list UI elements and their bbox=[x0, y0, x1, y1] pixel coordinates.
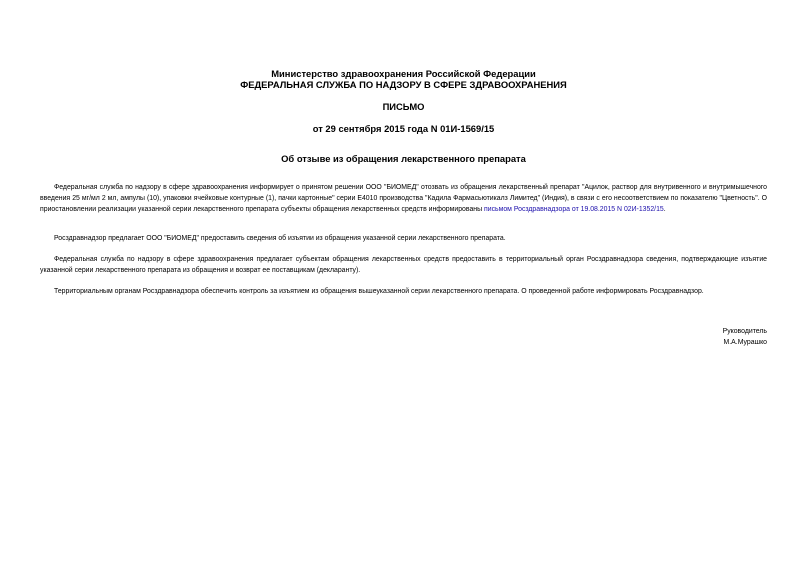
ministry-heading: Министерство здравоохранения Российской Федерации bbox=[271, 68, 536, 79]
paragraph-1-text: Федеральная служба по надзору в сфере здравоохранения информирует о принятом решении ООО "БИОМЕД" отозвать из обращения лекарственный препарат "Ацилок, раствор для внутривенного и внутримышечного введения 25 мг/мл 2 мл, ампулы (10), упаковки ячейковые контурные (1), пачки картонные" серии E4010 производства "Кадила Фармасьютикалз Лимитед" (Индия), в связи с его несоответствием по показателю "Цветность". О приостановлении реализации указанной серии лекарственного препарата субъекты обращения лекарственных средств информированы bbox=[40, 184, 767, 213]
document-date-number: от 29 сентября 2015 года N 01И-1569/15 bbox=[312, 123, 495, 134]
paragraph-1 bbox=[40, 183, 767, 215]
letter-reference-link[interactable]: письмом Росздравнадзора от 19.08.2015 N 02И-1352/15 bbox=[483, 205, 664, 213]
document-type-heading: ПИСЬМО bbox=[382, 101, 425, 112]
paragraph-2: Росздравнадзор предлагает ООО "БИОМЕД" предоставить сведения об изъятии из обращения указанной серии лекарственного препарата. bbox=[54, 235, 506, 242]
paragraph-4: Территориальным органам Росздравнадзора обеспечить контроль за изъятием из обращения вышеуказанной серии лекарственного препарата. О проведенной работе информировать Росздравнадзор. bbox=[54, 288, 704, 295]
signature-name: М.А.Мурашко bbox=[723, 339, 767, 346]
signature-role: Руководитель bbox=[722, 328, 767, 335]
document-subject: Об отзыве из обращения лекарственного препарата bbox=[281, 153, 526, 164]
service-heading: ФЕДЕРАЛЬНАЯ СЛУЖБА ПО НАДЗОРУ В СФЕРЕ ЗДРАВООХРАНЕНИЯ bbox=[240, 79, 567, 90]
paragraph-1-end: . bbox=[663, 205, 666, 213]
paragraph-3: Федеральная служба по надзору в сфере здравоохранения предлагает субъектам обращения лекарственных средств предоставить в территориальный орган Росздравнадзора сведения, подтверждающие изъятие указанной серии лекарственного препарата из обращения и возврат ее поставщикам (декларанту). bbox=[40, 256, 767, 274]
